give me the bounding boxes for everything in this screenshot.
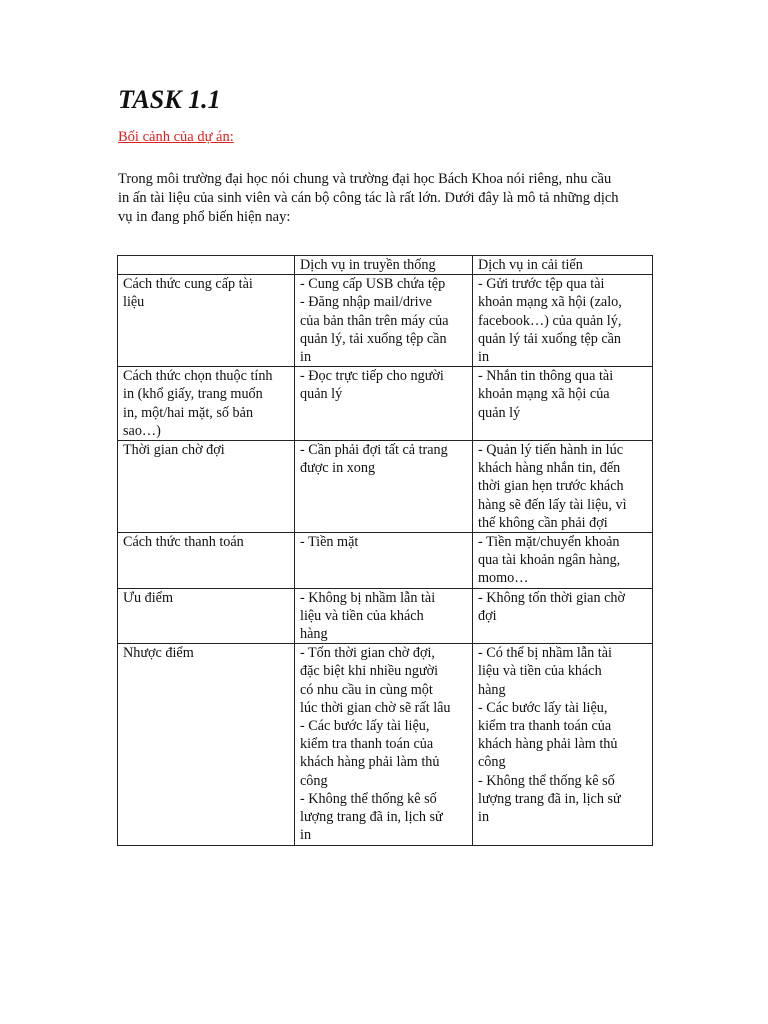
document-page [118,84,652,227]
cell-text-line: công [478,754,506,771]
cell-text-line: liệu [123,294,145,311]
cell-text-line: quản lý [478,404,521,421]
intro-line: vụ in đang phổ biến hiện nay: [118,209,291,225]
cell-text-line: - Tốn thời gian chờ đợi, [300,645,435,662]
cell-text-line: quản lý tải xuống tệp cần [478,330,622,347]
table-row [118,441,653,533]
cell-text-line: - Quản lý tiến hành in lúc [478,442,623,459]
cell-text-line: - Không thể thống kê số [300,790,437,807]
cell-text-line: hàng [300,626,328,643]
table-row [118,644,653,846]
cell-text-line: - Không tốn thời gian chờ [478,589,626,606]
cell-text-line: in (khổ giấy, trang muốn [123,386,263,403]
cell-text-line: - Nhắn tin thông qua tài [478,368,614,385]
cell-text-line: - Cần phải đợi tất cả trang [300,442,448,459]
cell-text-line: khách hàng nhắn tin, đến [478,460,621,477]
table-row [118,367,653,441]
criterion-cell [118,533,295,589]
cell-text-line: hàng [478,681,506,698]
cell-text-line: sao…) [123,422,161,439]
cell-text-line: quản lý, tải xuống tệp cần [300,330,447,347]
cell-text-line: quản lý [300,386,343,403]
criterion-cell [118,367,295,441]
intro-line: in ấn tài liệu của sinh viên và cán bộ công tác là rất lớn. Dưới đây là mô tả những dịch [118,190,619,206]
cell-text-line: - Đăng nhập mail/drive [300,294,432,311]
cell-text-line: in [300,827,312,844]
cell-text-line: khách hàng phải làm thủ [478,736,618,753]
cell-text-line: in [300,349,312,366]
cell-text-line: - Không bị nhầm lẫn tài [300,589,436,606]
cell-text-line: - Không thể thống kê số [478,772,615,789]
cell-text-line: in [478,809,490,826]
cell-text-line: - Gửi trước tệp qua tài [478,276,605,293]
comparison-table-body [118,256,653,846]
cell-text-line: liệu và tiền của khách [300,607,424,624]
improved-cell [473,441,653,533]
traditional-cell [295,441,473,533]
table-row [118,275,653,367]
cell-text-line: được in xong [300,460,376,477]
cell-text-line: - Tiền mặt [300,534,359,551]
traditional-cell [295,275,473,367]
cell-text-line: khách hàng phải làm thủ [300,754,440,771]
cell-text-line: facebook…) của quản lý, [478,312,622,329]
traditional-cell [295,533,473,589]
cell-text-line: lượng trang đã in, lịch sử [300,809,443,826]
cell-text-line: kiểm tra thanh toán của [300,736,434,753]
criterion-cell [118,275,295,367]
cell-text-line: Nhược điểm [123,645,194,662]
cell-text-line: lượng trang đã in, lịch sử [478,790,621,807]
header-cell-empty [118,256,295,275]
traditional-cell [295,367,473,441]
cell-text-line: khoản mạng xã hội của [478,386,610,403]
cell-text-line: in [478,349,490,366]
cell-text-line: - Có thể bị nhầm lẫn tài [478,645,612,662]
improved-cell [473,588,653,644]
criterion-cell [118,588,295,644]
intro-paragraph [118,170,652,227]
improved-cell [473,644,653,846]
cell-text-line: liệu và tiền của khách [478,663,602,680]
traditional-cell [295,588,473,644]
cell-text-line: có nhu cầu in cùng một [300,681,433,698]
cell-text-line: - Cung cấp USB chứa tệp [300,276,446,293]
header-cell-improved: Dịch vụ in cải tiến [473,256,653,275]
cell-text-line: - Các bước lấy tài liệu, [478,699,608,716]
cell-text-line: kiểm tra thanh toán của [478,718,612,735]
section-subtitle: Bối cảnh của dự án: [118,129,234,145]
page-title: TASK 1.1 [118,85,221,114]
cell-text-line: - Tiền mặt/chuyển khoản [478,534,620,551]
cell-text-line: thế không cần phải đợi [478,514,608,531]
header-cell-traditional: Dịch vụ in truyền thống [295,256,473,275]
intro-line: Trong môi trường đại học nói chung và trường đại học Bách Khoa nói riêng, nhu cầu [118,171,612,187]
table-row [118,588,653,644]
cell-text-line: Thời gian chờ đợi [123,442,225,459]
cell-text-line: của bản thân trên máy của [300,312,449,329]
improved-cell [473,275,653,367]
cell-text-line: qua tài khoản ngân hàng, [478,552,621,569]
improved-cell [473,533,653,589]
cell-text-line: hàng sẽ đến lấy tài liệu, vì [478,496,627,513]
cell-text-line: momo… [478,570,529,587]
criterion-cell [118,441,295,533]
cell-text-line: in, một/hai mặt, số bản [123,404,254,421]
cell-text-line: Cách thức cung cấp tài [123,276,253,293]
cell-text-line: công [300,772,328,789]
criterion-cell [118,644,295,846]
cell-text-line: lúc thời gian chờ sẽ rất lâu [300,699,451,716]
cell-text-line: khoản mạng xã hội (zalo, [478,294,622,311]
cell-text-line: - Đọc trực tiếp cho người [300,368,444,385]
cell-text-line: thời gian hẹn trước khách [478,478,624,495]
cell-text-line: Cách thức thanh toán [123,534,244,551]
table-row [118,533,653,589]
improved-cell [473,367,653,441]
cell-text-line: Cách thức chọn thuộc tính [123,368,273,385]
table-header-row [118,256,653,275]
cell-text-line: đặc biệt khi nhiều người [300,663,439,680]
cell-text-line: Ưu điểm [123,589,174,606]
traditional-cell [295,644,473,846]
cell-text-line: - Các bước lấy tài liệu, [300,718,430,735]
cell-text-line: đợi [478,607,497,624]
comparison-table [117,255,653,846]
